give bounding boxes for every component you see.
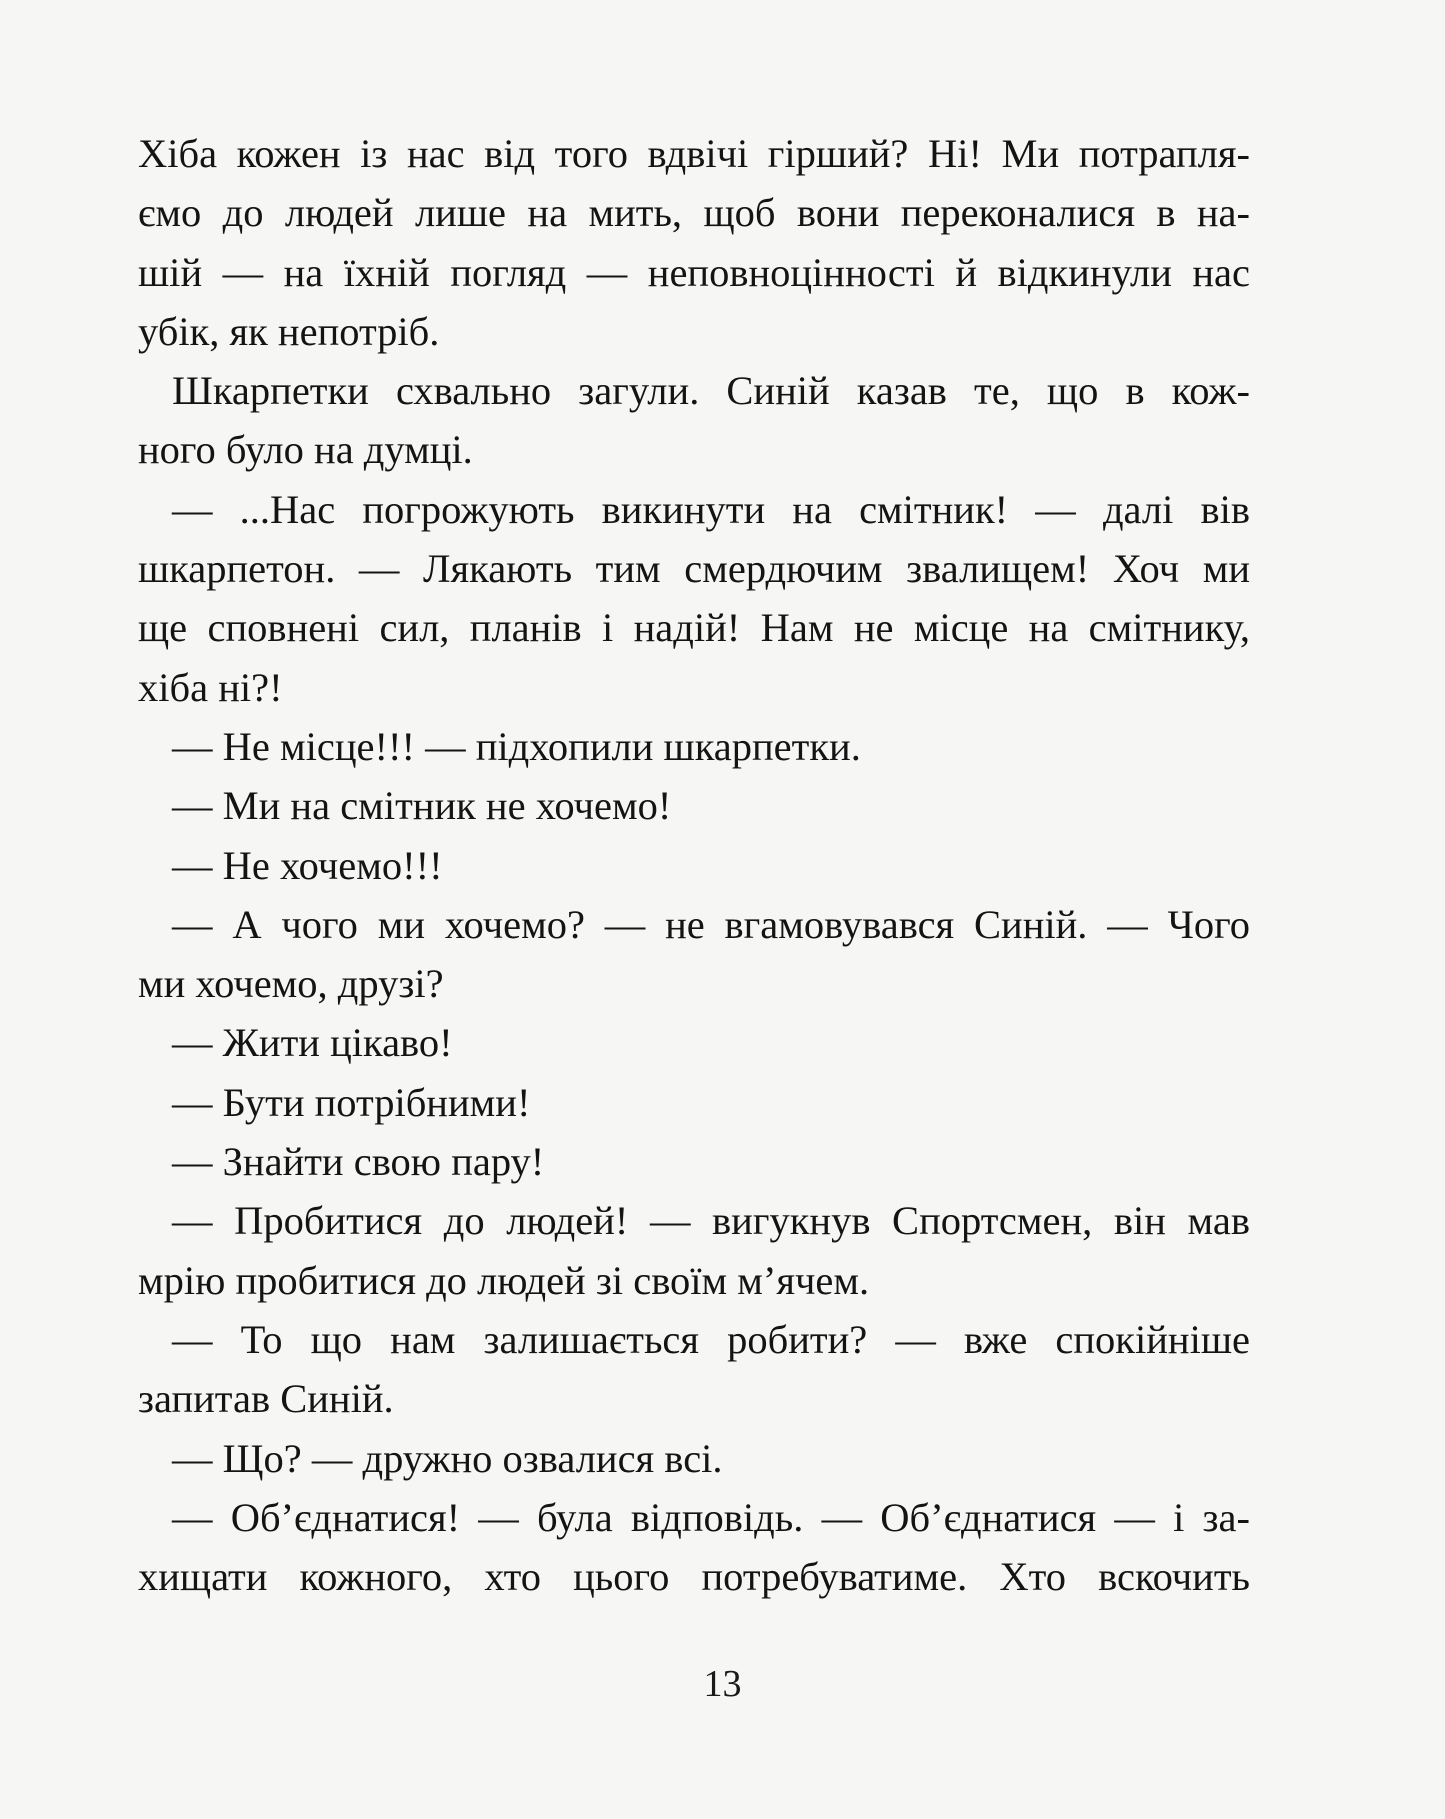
text-line: мрію пробитися до людей зі своїм м’ячем. — [138, 1257, 870, 1303]
text-line: шкарпетон. — Лякають тим смердючим звалищем! Хоч ми — [138, 546, 1250, 592]
text-line: шій — на їхній погляд — неповноцінності й відкинули нас — [138, 249, 1250, 295]
text-line: ємо до людей лише на мить, щоб вони переконалися в на- — [138, 190, 1250, 236]
text-line: хіба ні?! — [138, 664, 283, 710]
page-number: 13 — [703, 1663, 742, 1705]
text-line: убік, як непотріб. — [138, 308, 440, 354]
text-line: — Пробитися до людей! — вигукнув Спортсмен, він мав — [172, 1198, 1250, 1244]
text-line: — Жити цікаво! — [172, 1020, 453, 1066]
body-text — [138, 124, 1250, 1606]
text-line: — А чого ми хочемо? — не вгамовувався Синій. — Чого — [172, 901, 1250, 947]
text-line: — Не місце!!! — підхопили шкарпетки. — [172, 723, 861, 769]
text-line: — Не хочемо!!! — [172, 842, 443, 888]
text-line: хищати кожного, хто цього потребуватиме. Хто вскочить — [138, 1554, 1250, 1600]
text-line: — То що нам залишається робити? — вже спокійніше — [172, 1316, 1250, 1362]
text-line: — Бути потрібними! — [172, 1079, 531, 1125]
text-line: — Знайти свою пару! — [172, 1139, 545, 1185]
text-line: запитав Синій. — [138, 1376, 394, 1422]
text-line: Хіба кожен із нас від того вдвічі гірший? Ні! Ми потрапля- — [138, 131, 1250, 176]
text-line: ще сповнені сил, планів і надій! Нам не місце на смітнику, — [138, 605, 1250, 651]
text-line: — Що? — дружно озвалися всі. — [172, 1435, 723, 1481]
text-line: Шкарпетки схвально загули. Синій казав те, що в кож- — [172, 368, 1250, 414]
text-line: — ...Нас погрожують викинути на смітник! — далі вів — [172, 486, 1250, 532]
text-line: — Ми на смітник не хочемо! — [172, 783, 672, 829]
text-line: ми хочемо, друзі? — [138, 961, 444, 1007]
text-line: — Об’єднатися! — була відповідь. — Об’єднатися — і за- — [172, 1494, 1250, 1540]
text-line: ного було на думці. — [138, 427, 473, 473]
